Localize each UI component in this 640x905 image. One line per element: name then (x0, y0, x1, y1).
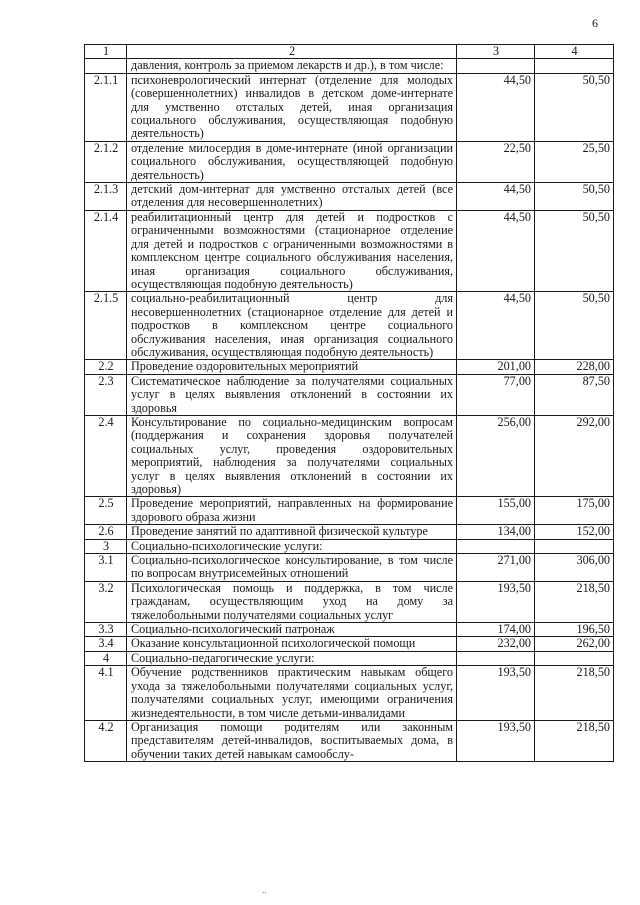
table-header-row (85, 45, 614, 59)
row-value-col3: 44,50 (457, 183, 535, 211)
row-code: 3 (85, 539, 127, 553)
row-description: Проведение оздоровительных мероприятий (127, 360, 457, 374)
row-value-col3: 232,00 (457, 637, 535, 651)
header-col-3: 3 (457, 45, 535, 59)
row-value-col3: 155,00 (457, 497, 535, 525)
footer-mark: .. (262, 885, 267, 895)
header-col-2: 2 (127, 45, 457, 59)
row-description: детский дом-интернат для умственно отсталых детей (все отделения для несовершеннолетних) (127, 183, 457, 211)
table-row (85, 651, 614, 665)
row-value-col3 (457, 651, 535, 665)
row-code: 2.3 (85, 374, 127, 415)
row-value-col3: 256,00 (457, 415, 535, 496)
row-value-col4: 50,50 (535, 292, 614, 360)
row-description: Проведение мероприятий, направленных на формирование здорового образа жизни (127, 497, 457, 525)
row-value-col3: 193,50 (457, 666, 535, 721)
table-row (85, 141, 614, 182)
row-value-col4: 262,00 (535, 637, 614, 651)
row-value-col4: 152,00 (535, 525, 614, 539)
row-value-col3: 193,50 (457, 581, 535, 622)
row-value-col4: 25,50 (535, 141, 614, 182)
table-row (85, 59, 614, 73)
row-code: 4.2 (85, 720, 127, 761)
row-value-col3: 44,50 (457, 73, 535, 141)
row-description: Социально-психологические услуги: (127, 539, 457, 553)
row-description: Социально-педагогические услуги: (127, 651, 457, 665)
row-value-col4: 50,50 (535, 183, 614, 211)
row-value-col4: 175,00 (535, 497, 614, 525)
row-value-col3: 193,50 (457, 720, 535, 761)
row-value-col3: 77,00 (457, 374, 535, 415)
row-description: Оказание консультационной психологической помощи (127, 637, 457, 651)
row-value-col3: 174,00 (457, 623, 535, 637)
row-description: Социально-психологический патронаж (127, 623, 457, 637)
tariff-table (84, 44, 614, 762)
table-row (85, 525, 614, 539)
header-col-4: 4 (535, 45, 614, 59)
row-description: отделение милосердия в доме-интернате (иной организации социального обслуживания, осуществляющей подобную деятельность) (127, 141, 457, 182)
row-description: Консультирование по социально-медицинским вопросам (поддержания и сохранения здоровья получателей социальных услуг, проведения оздоровительных мероприятий, наблюдения за получателями социальных услуг в целях выявления отклонений в состоянии их здоровья) (127, 415, 457, 496)
row-code: 2.1.1 (85, 73, 127, 141)
row-code: 2.1.2 (85, 141, 127, 182)
row-code: 3.3 (85, 623, 127, 637)
row-value-col4: 196,50 (535, 623, 614, 637)
row-code: 2.1.5 (85, 292, 127, 360)
row-value-col4: 228,00 (535, 360, 614, 374)
table-row (85, 539, 614, 553)
row-code: 2.1.4 (85, 210, 127, 291)
row-code: 2.5 (85, 497, 127, 525)
table-row (85, 554, 614, 582)
row-value-col3: 134,00 (457, 525, 535, 539)
row-value-col4 (535, 539, 614, 553)
row-code: 3.2 (85, 581, 127, 622)
row-value-col4 (535, 651, 614, 665)
table-row (85, 666, 614, 721)
table-row (85, 581, 614, 622)
table-row (85, 210, 614, 291)
table-row (85, 73, 614, 141)
row-description: психоневрологический интернат (отделение для молодых (совершеннолетних) инвалидов в детском доме-интернате для умственно отсталых детей, иная организация социального обслуживания, осуществляющая подобную деятельность) (127, 73, 457, 141)
table-row (85, 623, 614, 637)
table-row (85, 415, 614, 496)
row-value-col3: 44,50 (457, 292, 535, 360)
row-value-col4: 218,50 (535, 666, 614, 721)
row-value-col4: 218,50 (535, 720, 614, 761)
header-col-1: 1 (85, 45, 127, 59)
row-code: 2.6 (85, 525, 127, 539)
row-value-col3: 201,00 (457, 360, 535, 374)
row-value-col3: 271,00 (457, 554, 535, 582)
row-value-col4: 87,50 (535, 374, 614, 415)
row-value-col3 (457, 59, 535, 73)
table-row (85, 720, 614, 761)
row-code: 2.2 (85, 360, 127, 374)
row-code: 3.4 (85, 637, 127, 651)
row-value-col3 (457, 539, 535, 553)
table-row (85, 183, 614, 211)
row-description: Социально-психологическое консультирование, в том числе по вопросам внутрисемейных отношений (127, 554, 457, 582)
row-value-col4: 50,50 (535, 210, 614, 291)
row-value-col3: 22,50 (457, 141, 535, 182)
row-value-col4: 50,50 (535, 73, 614, 141)
row-code: 2.1.3 (85, 183, 127, 211)
page-number: 6 (592, 16, 598, 30)
row-value-col4 (535, 59, 614, 73)
row-value-col3: 44,50 (457, 210, 535, 291)
row-description: давления, контроль за приемом лекарств и др.), в том числе: (127, 59, 457, 73)
row-code: 3.1 (85, 554, 127, 582)
table-row (85, 637, 614, 651)
table-row (85, 360, 614, 374)
table-row (85, 374, 614, 415)
row-value-col4: 292,00 (535, 415, 614, 496)
row-description: Обучение родственников практическим навыкам общего ухода за тяжелобольными получателями социальных услуг, получателями социальных услуг, имеющими ограничения жизнедеятельности, в том числе детьми-инвалидами (127, 666, 457, 721)
row-description: Психологическая помощь и поддержка, в том числе гражданам, осуществляющим уход на дому за тяжелобольными получателями социальных услуг (127, 581, 457, 622)
row-description: реабилитационный центр для детей и подростков с ограниченными возможностями (стационарное отделение для детей и подростков с ограниченными возможностями в комплексном центре социального обслуживания населения, иная организация социального обслуживания, осуществляющая подобную деятельность) (127, 210, 457, 291)
row-value-col4: 306,00 (535, 554, 614, 582)
row-code (85, 59, 127, 73)
row-description: социально-реабилитационный центр для несовершеннолетних (стационарное отделение для детей и подростков в комплексном центре социального обслуживания населения, иная организация социального обслуживания, осуществляющая подобную деятельность) (127, 292, 457, 360)
table-row (85, 497, 614, 525)
row-code: 4 (85, 651, 127, 665)
row-value-col4: 218,50 (535, 581, 614, 622)
row-code: 4.1 (85, 666, 127, 721)
table-row (85, 292, 614, 360)
row-description: Систематическое наблюдение за получателями социальных услуг в целях выявления отклонений в состоянии их здоровья (127, 374, 457, 415)
row-code: 2.4 (85, 415, 127, 496)
row-description: Проведение занятий по адаптивной физической культуре (127, 525, 457, 539)
row-description: Организация помощи родителям или законным представителям детей-инвалидов, воспитываемых дома, в обучении таких детей навыкам самообслу- (127, 720, 457, 761)
